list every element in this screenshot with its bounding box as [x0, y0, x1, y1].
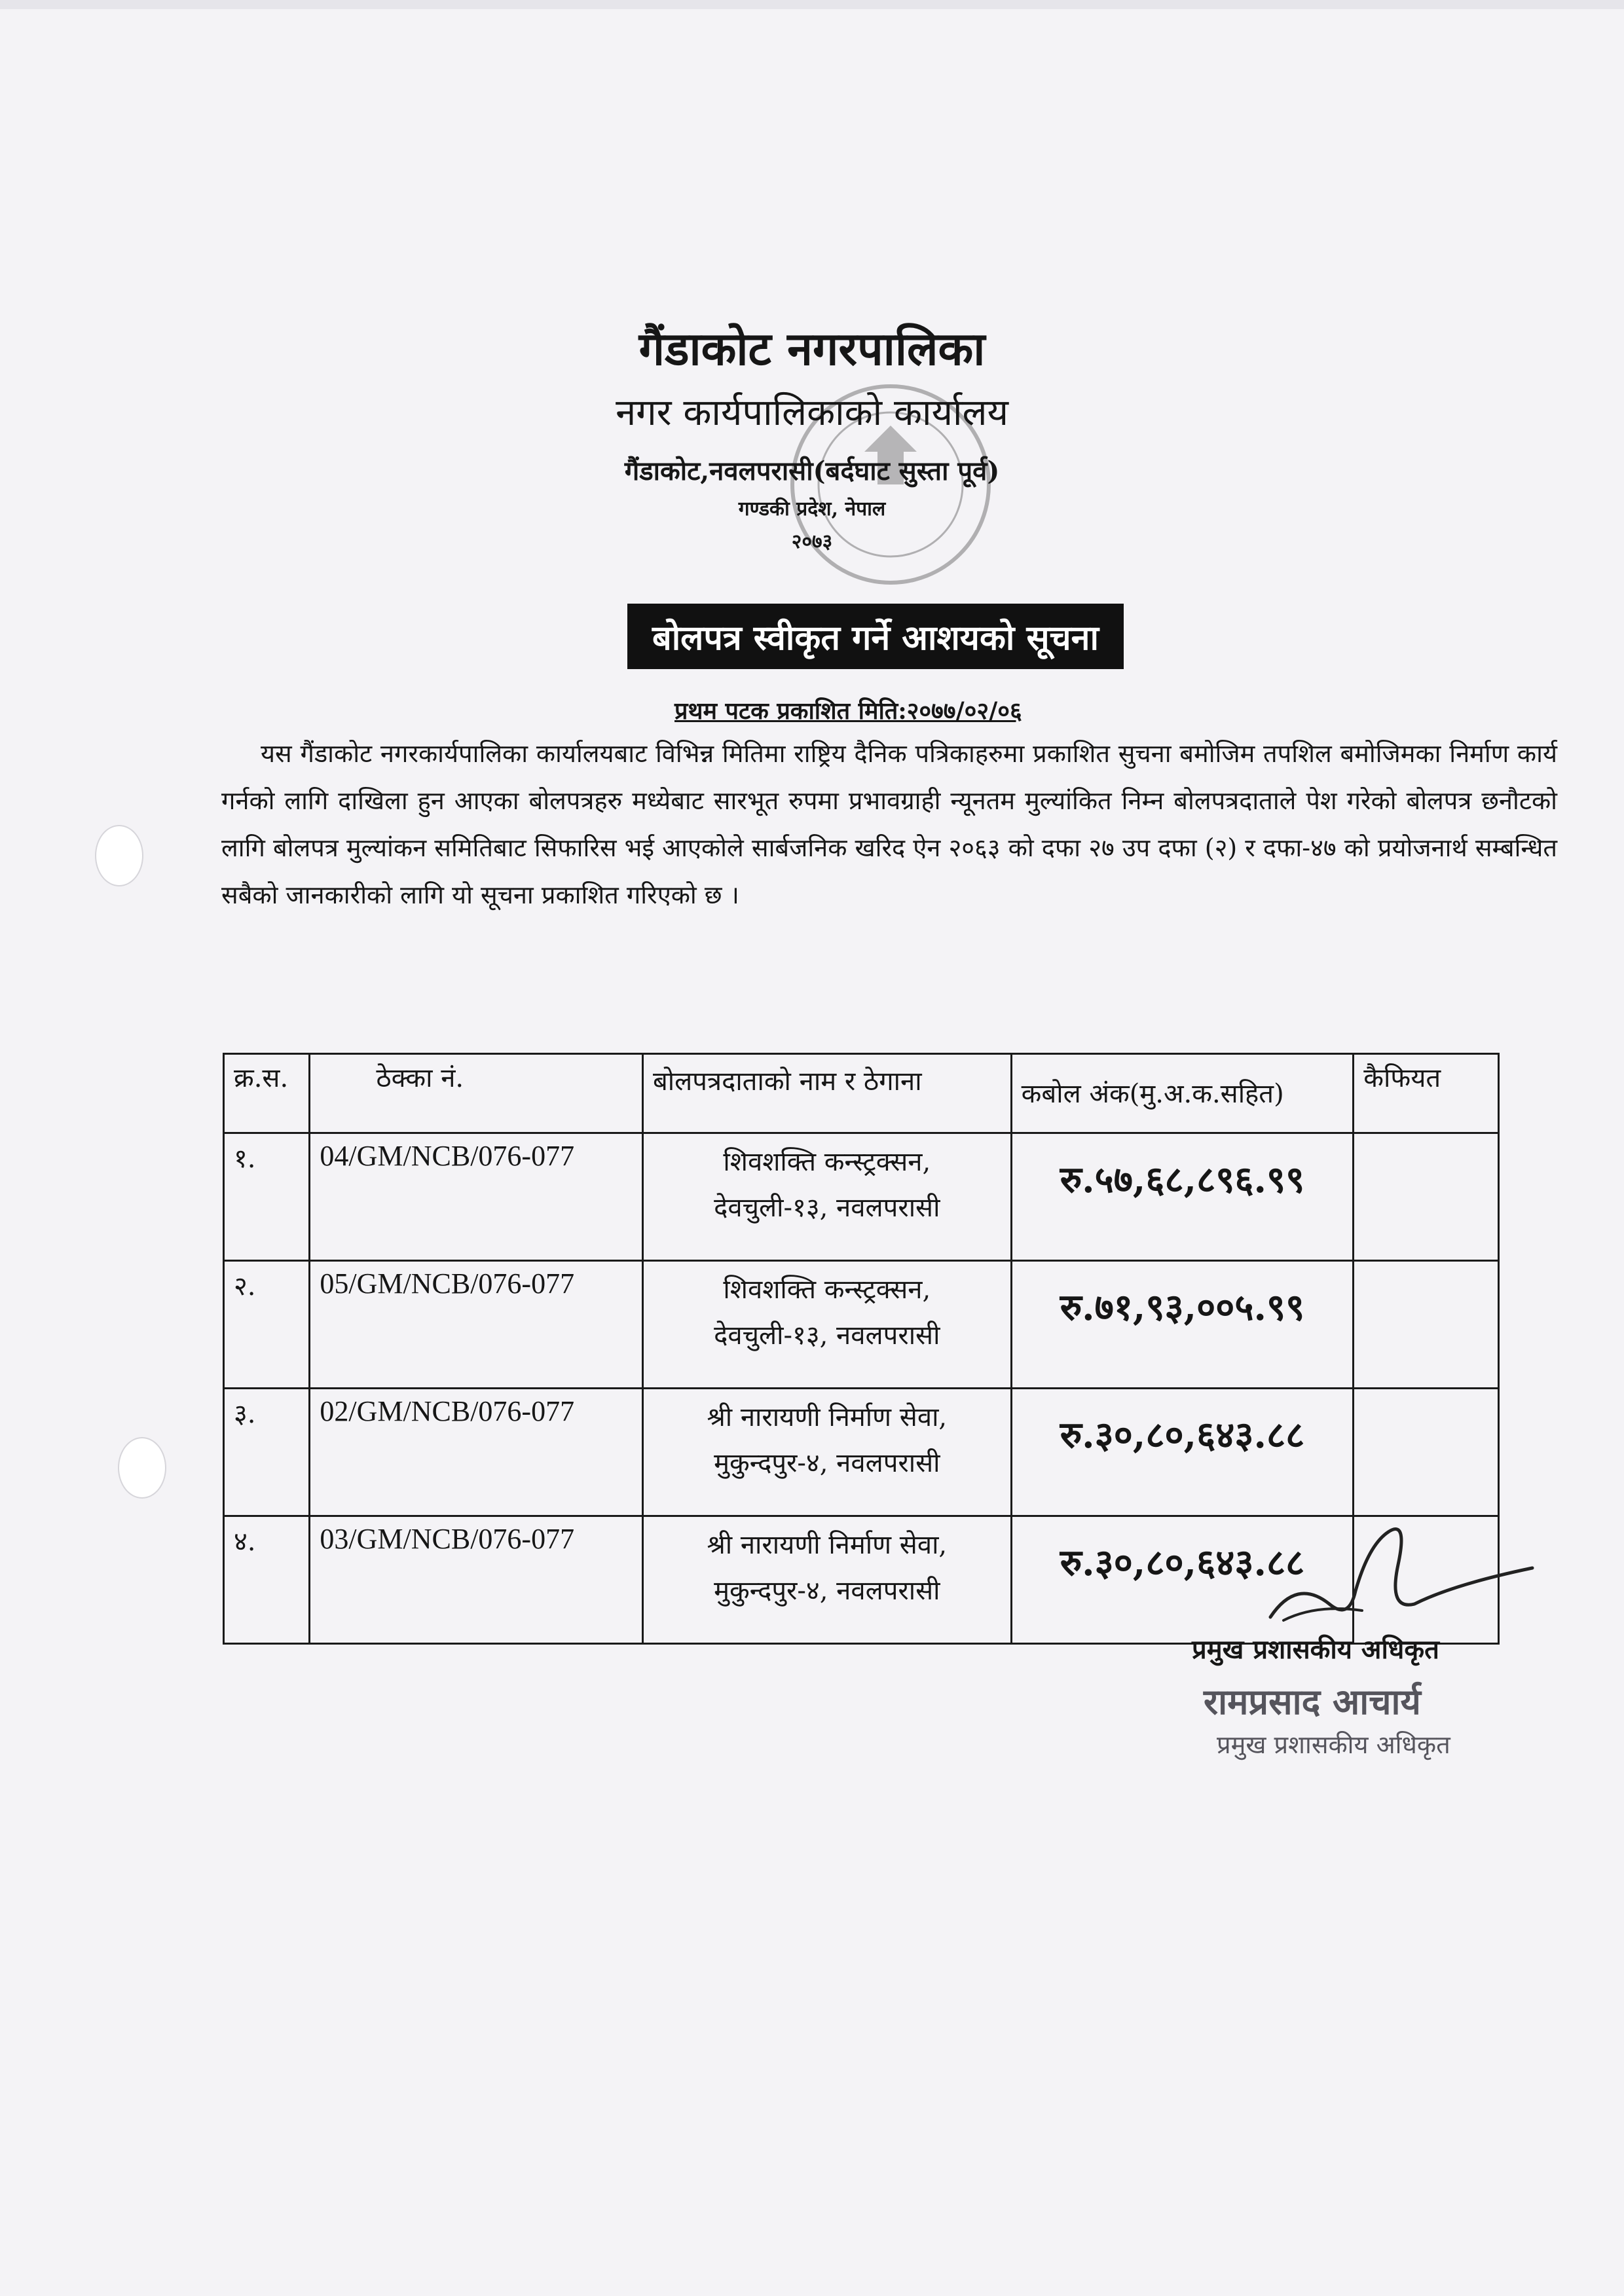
table-row	[224, 1389, 1499, 1516]
office-name: नगर कार्यपालिकाको कार्यालय	[616, 392, 1008, 434]
established-year: २०७३	[791, 530, 833, 553]
org-name: गैंडाकोट नगरपालिका	[638, 321, 986, 376]
published-date: प्रथम पटक प्रकाशित मिति:२०७७/०२/०६	[674, 697, 1022, 725]
bidder-address: देवचुली-१३, नवलपरासी	[714, 1193, 940, 1223]
bidder-name: श्री नारायणी निर्माण सेवा,	[707, 1530, 948, 1560]
bidder-address: मुकुन्दपुर-४, नवलपरासी	[714, 1448, 940, 1478]
row-remarks	[1354, 1133, 1499, 1261]
row-sn: ३.	[224, 1389, 310, 1516]
notice-body: यस गैंडाकोट नगरकार्यपालिका कार्यालयबाट विभिन्न मितिमा राष्ट्रिय दैनिक पत्रिकाहरुमा प्रकाशित सुचना बमोजिम तपशिल बमोजिमका निर्माण कार्य गर्नको लागि दाखिला हुन आएका बोलपत्रहरु मध्येबाट सारभूत रुपमा प्रभावग्राही न्यूनतम मुल्यांकित निम्न बोलपत्रदाताले पेश गरेको बोलपत्र छनौटको लागि बोलपत्र मुल्यांकन समितिबाट सिफारिस भई आएकोले सार्बजनिक खरिद ऐन २०६३ को दफा २७ उप दफा (२) र दफा-४७ को प्रयोजनार्थ सम्बन्धित सबैको जानकारीको लागि यो सूचना प्रकाशित गरिएको छ ।	[221, 739, 1557, 909]
row-bidder	[642, 1389, 1011, 1516]
row-amount: रु.५७,६८,८९६.९९	[1011, 1133, 1354, 1261]
table-header-row	[224, 1054, 1499, 1133]
punch-hole-bottom	[118, 1437, 166, 1499]
row-remarks	[1354, 1389, 1499, 1516]
header-contract-no: ठेक्का नं.	[310, 1054, 643, 1133]
notice-title: बोलपत्र स्वीकृत गर्ने आशयको सूचना	[627, 604, 1124, 669]
bidder-address: देवचुली-१३, नवलपरासी	[714, 1321, 940, 1351]
row-amount: रु.७१,९३,००५.९९	[1011, 1261, 1354, 1389]
scan-top-edge	[0, 0, 1624, 9]
office-address: गैंडाकोट,नवलपरासी(बर्दघाट सुस्ता पूर्व)	[624, 456, 1000, 486]
table-row	[224, 1261, 1499, 1389]
row-amount: रु.३०,८०,६४३.८८	[1011, 1389, 1354, 1516]
bidder-address: मुकुन्दपुर-४, नवलपरासी	[714, 1576, 940, 1606]
row-contract-no: 02/GM/NCB/076-077	[310, 1389, 643, 1516]
row-contract-no: 04/GM/NCB/076-077	[310, 1133, 643, 1261]
row-bidder	[642, 1133, 1011, 1261]
row-bidder	[642, 1261, 1011, 1389]
row-amount: रु.३०,८०,६४३.८८	[1011, 1516, 1354, 1644]
row-bidder	[642, 1516, 1011, 1644]
punch-hole-top	[95, 825, 143, 886]
signatory-designation-stamp: प्रमुख प्रशासकीय अधिकृत	[1217, 1730, 1450, 1759]
row-sn: ४.	[224, 1516, 310, 1644]
bidder-name: शिवशक्ति कन्स्ट्रक्सन,	[723, 1275, 931, 1305]
row-contract-no: 03/GM/NCB/076-077	[310, 1516, 643, 1644]
header-amount: कबोल अंक(मु.अ.क.सहित)	[1011, 1054, 1354, 1133]
bidder-name: श्री नारायणी निर्माण सेवा,	[707, 1402, 948, 1432]
province-line: गण्डकी प्रदेश, नेपाल	[738, 498, 886, 520]
row-sn: २.	[224, 1261, 310, 1389]
signatory-name-stamp: रामप्रसाद आचार्य	[1204, 1681, 1421, 1722]
header-bidder: बोलपत्रदाताको नाम र ठेगाना	[642, 1054, 1011, 1133]
row-remarks	[1354, 1261, 1499, 1389]
table-row	[224, 1133, 1499, 1261]
handwritten-signature	[1257, 1506, 1545, 1637]
header-remarks: कैफियत	[1354, 1054, 1499, 1133]
header-sn: क्र.स.	[224, 1054, 310, 1133]
row-contract-no: 05/GM/NCB/076-077	[310, 1261, 643, 1389]
signatory-title: प्रमुख प्रशासकीय अधिकृत	[1192, 1634, 1439, 1665]
row-sn: १.	[224, 1133, 310, 1261]
bidder-name: शिवशक्ति कन्स्ट्रक्सन,	[723, 1147, 931, 1177]
